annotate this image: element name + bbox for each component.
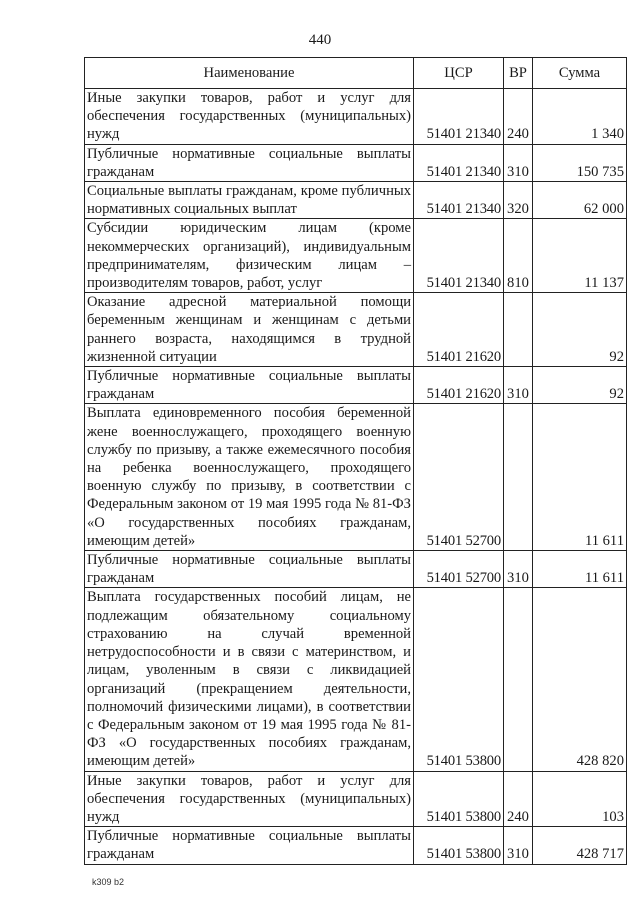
row-csr: 51401 52700 — [414, 404, 504, 551]
row-name: Оказание адресной материальной помощи беременным женщинам и женщинам с детьми раннего возраста, находящимся в трудной жизненной ситуации — [85, 293, 414, 367]
row-vr — [504, 293, 533, 367]
table-row — [85, 588, 627, 771]
row-name: Публичные нормативные социальные выплаты гражданам — [85, 144, 414, 181]
row-sum: 1 340 — [533, 89, 627, 145]
header-csr: ЦСР — [414, 58, 504, 89]
page-number: 440 — [308, 32, 332, 48]
row-sum: 62 000 — [533, 182, 627, 219]
row-csr: 51401 21340 — [414, 89, 504, 145]
row-sum: 103 — [533, 771, 627, 827]
row-name: Публичные нормативные социальные выплаты гражданам — [85, 551, 414, 588]
table-row — [85, 182, 627, 219]
header-sum: Сумма — [533, 58, 627, 89]
row-csr: 51401 52700 — [414, 551, 504, 588]
row-vr: 310 — [504, 551, 533, 588]
row-name: Публичные нормативные социальные выплаты гражданам — [85, 827, 414, 864]
row-name: Иные закупки товаров, работ и услуг для обеспечения государственных (муниципальных) нужд — [85, 89, 414, 145]
row-sum: 428 820 — [533, 588, 627, 771]
row-csr: 51401 53800 — [414, 771, 504, 827]
table-row — [85, 827, 627, 864]
budget-table — [84, 57, 627, 865]
row-csr: 51401 53800 — [414, 827, 504, 864]
table-row — [85, 219, 627, 293]
row-vr: 310 — [504, 827, 533, 864]
row-csr: 51401 21340 — [414, 219, 504, 293]
row-csr: 51401 21340 — [414, 182, 504, 219]
row-vr: 310 — [504, 367, 533, 404]
row-sum: 11 137 — [533, 219, 627, 293]
table-row — [85, 404, 627, 551]
row-vr — [504, 404, 533, 551]
table-row — [85, 144, 627, 181]
row-name: Иные закупки товаров, работ и услуг для обеспечения государственных (муниципальных) нужд — [85, 771, 414, 827]
row-csr: 51401 21620 — [414, 293, 504, 367]
header-vr: ВР — [504, 58, 533, 89]
table-row — [85, 771, 627, 827]
row-csr: 51401 53800 — [414, 588, 504, 771]
row-vr — [504, 588, 533, 771]
row-sum: 428 717 — [533, 827, 627, 864]
table-row — [85, 367, 627, 404]
row-name: Выплата единовременного пособия беременной жене военнослужащего, проходящего военную службу по призыву, а также ежемесячного пособия на ребенка военнослужащего, проходящего военную службу по призыву, в соответствии с Федеральным законом от 19 мая 1995 года № 81-ФЗ «О государственных пособиях гражданам, имеющим детей» — [85, 404, 414, 551]
row-csr: 51401 21620 — [414, 367, 504, 404]
row-name: Социальные выплаты гражданам, кроме публичных нормативных социальных выплат — [85, 182, 414, 219]
row-vr: 310 — [504, 144, 533, 181]
row-sum: 92 — [533, 293, 627, 367]
row-sum: 11 611 — [533, 404, 627, 551]
row-vr: 240 — [504, 771, 533, 827]
row-vr: 320 — [504, 182, 533, 219]
row-sum: 11 611 — [533, 551, 627, 588]
row-name: Публичные нормативные социальные выплаты гражданам — [85, 367, 414, 404]
row-name: Субсидии юридическим лицам (кроме некоммерческих организаций), индивидуальным предпринимателям, физическим лицам – производителям товаров, работ, услуг — [85, 219, 414, 293]
footer-mark: k309 b2 — [92, 877, 125, 887]
row-sum: 92 — [533, 367, 627, 404]
row-name: Выплата государственных пособий лицам, не подлежащим обязательному социальному страхованию на случай временной нетрудоспособности и в связи с материнством, и лицам, уволенным в связи с ликвидацией организаций (прекращением деятельности, полномочий физическими лицами), в соответствии с Федеральным законом от 19 мая 1995 года № 81-ФЗ «О государственных пособиях гражданам, имеющим детей» — [85, 588, 414, 771]
table-row — [85, 89, 627, 145]
table-row — [85, 551, 627, 588]
table-row — [85, 293, 627, 367]
table-header-row — [85, 58, 627, 89]
row-csr: 51401 21340 — [414, 144, 504, 181]
row-sum: 150 735 — [533, 144, 627, 181]
row-vr: 240 — [504, 89, 533, 145]
row-vr: 810 — [504, 219, 533, 293]
header-name: Наименование — [85, 58, 414, 89]
